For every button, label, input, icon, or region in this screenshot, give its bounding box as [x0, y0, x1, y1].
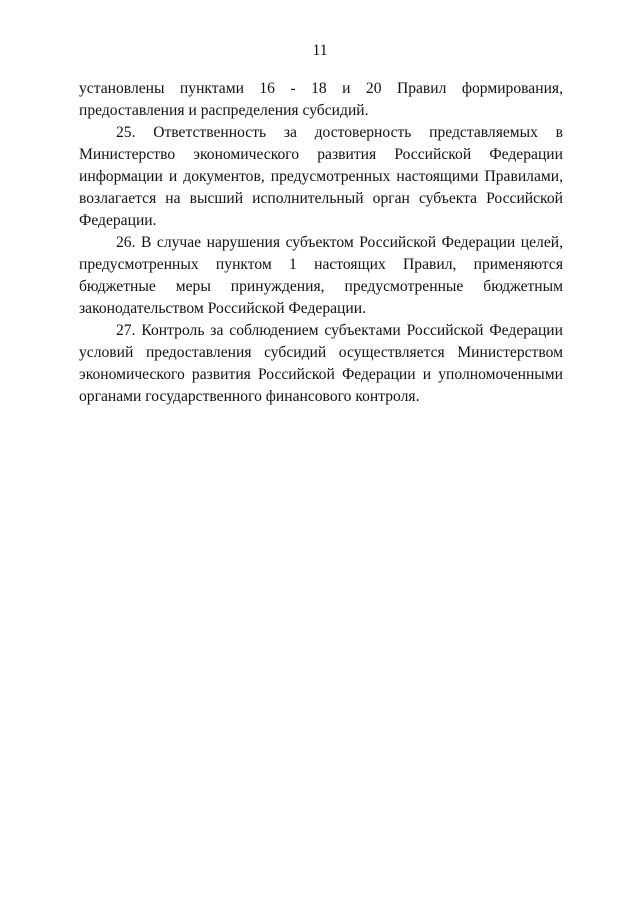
paragraph-27: 27. Контроль за соблюдением субъектами Российской Федерации условий предоставления субсидий осуществляется Министерством экономического развития Российской Федерации и уполномоченными органами государственного финансового контроля. — [79, 322, 563, 405]
paragraph-25: 25. Ответственность за достоверность представляемых в Министерство экономического развития Российской Федерации информации и документов, предусмотренных настоящими Правилами, возлагается на высший исполнительный орган субъекта Российской Федерации. — [79, 124, 563, 229]
document-body — [79, 78, 563, 408]
paragraph-26: 26. В случае нарушения субъектом Российской Федерации целей, предусмотренных пунктом 1 настоящих Правил, применяются бюджетные меры принуждения, предусмотренные бюджетным законодательством Российской Федерации. — [79, 234, 563, 317]
paragraph-continuation: установлены пунктами 16 - 18 и 20 Правил формирования, предоставления и распределения субсидий. — [79, 80, 563, 119]
page-number: 11 — [312, 42, 328, 59]
